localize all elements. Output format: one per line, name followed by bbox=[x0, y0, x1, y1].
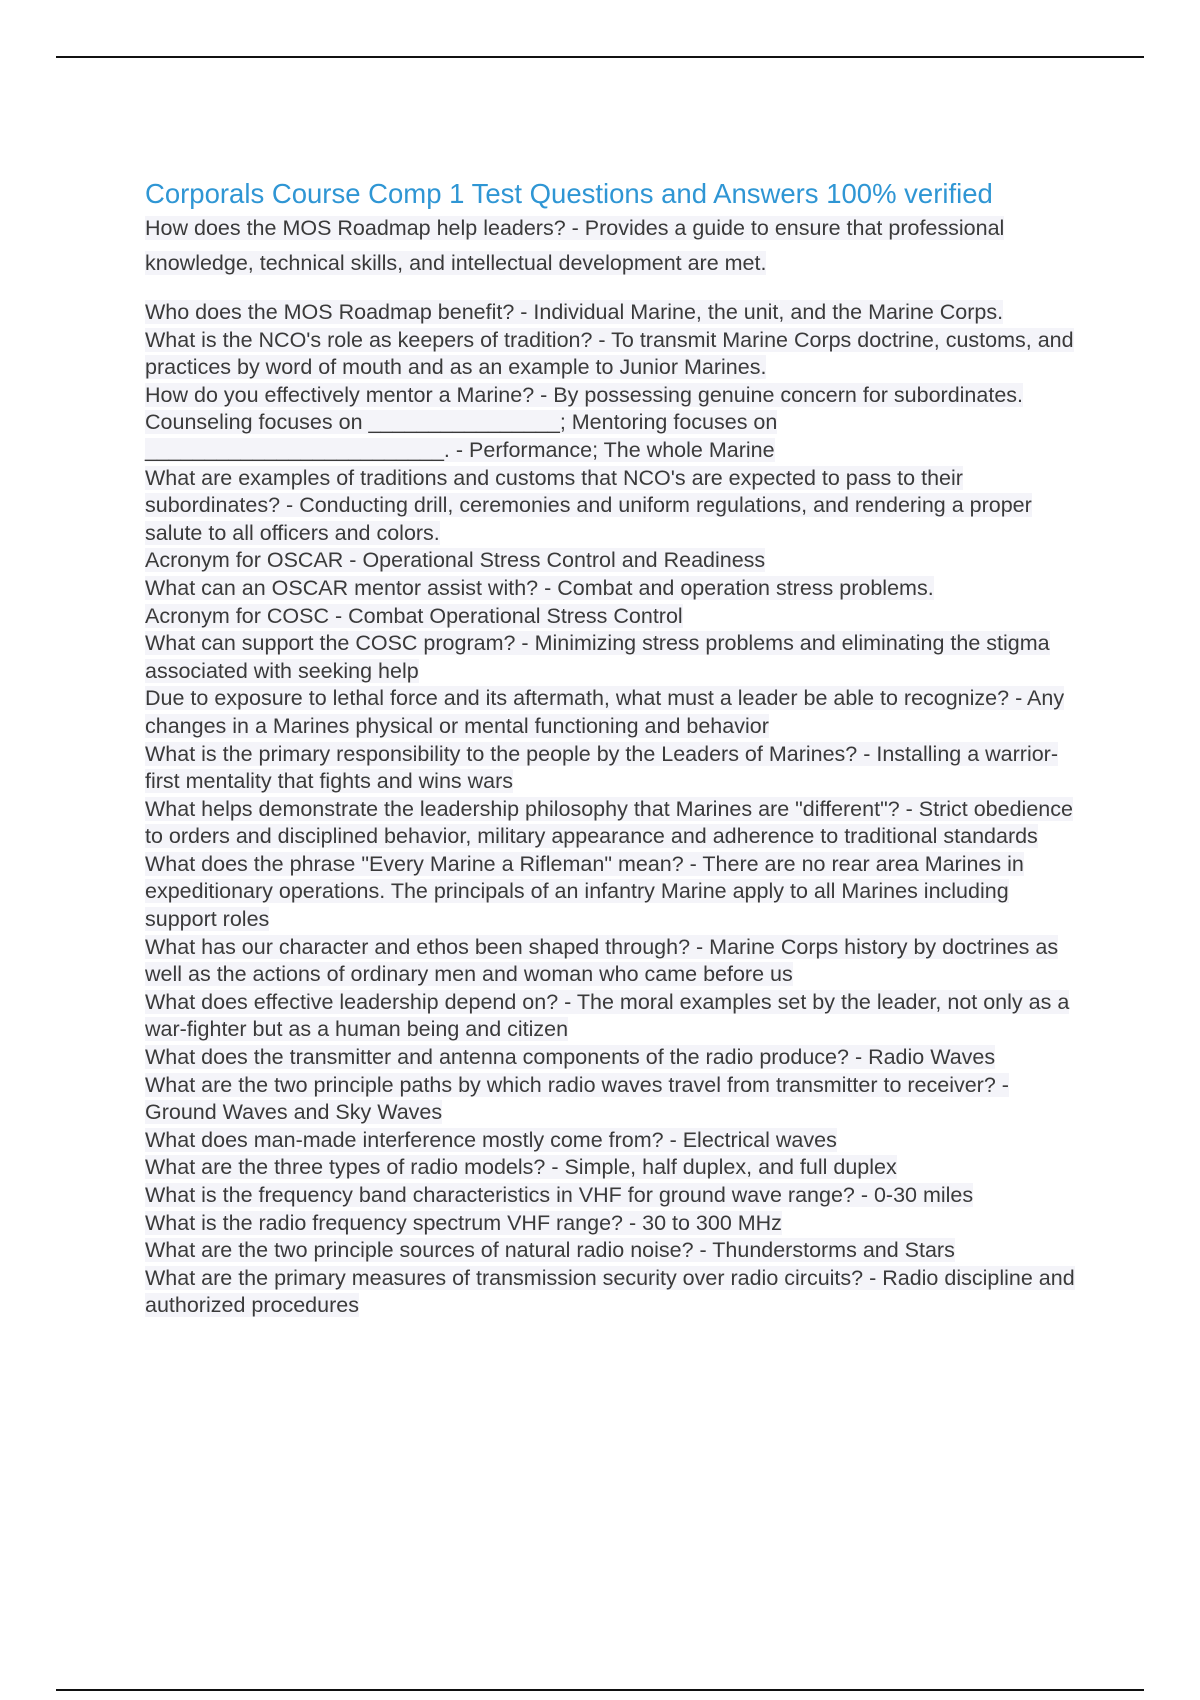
qa-text bbox=[145, 742, 1058, 794]
qa-separator: - bbox=[558, 989, 577, 1014]
qa-text bbox=[145, 1266, 1075, 1318]
qa-text bbox=[145, 797, 1073, 849]
answer: Operational Stress Control and Readiness bbox=[362, 548, 766, 573]
answer: There are no rear area Marines in expeditionary operations. The principals of an infantry Marine apply to all Marines including support roles bbox=[145, 851, 1024, 932]
answer: Combat and operation stress problems. bbox=[557, 575, 934, 600]
qa-separator: - bbox=[848, 1045, 869, 1070]
question: What has our character and ethos been shaped through? bbox=[145, 934, 691, 959]
qa-item bbox=[145, 989, 1085, 1044]
qa-separator: - bbox=[538, 575, 558, 600]
answer: Electrical waves bbox=[682, 1127, 837, 1152]
qa-text bbox=[145, 548, 765, 572]
footer-rule bbox=[56, 1689, 1144, 1691]
qa-separator: - bbox=[690, 934, 710, 959]
answer: Radio Waves bbox=[868, 1045, 996, 1070]
qa-text bbox=[145, 631, 1050, 683]
answer: Any changes in a Marines physical or mental functioning and behavior bbox=[145, 686, 1065, 738]
qa-separator: - bbox=[280, 493, 300, 518]
question: What can support the COSC program? bbox=[145, 631, 516, 656]
qa-item bbox=[145, 1237, 1085, 1265]
qa-separator: - bbox=[663, 1127, 683, 1152]
qa-text bbox=[145, 1073, 1009, 1125]
qa-text bbox=[145, 1045, 995, 1069]
qa-separator: - bbox=[623, 1210, 643, 1235]
document-title: Corporals Course Comp 1 Test Questions and Answers 100% verified bbox=[145, 178, 993, 209]
qa-item bbox=[145, 1182, 1085, 1210]
question: Who does the MOS Roadmap benefit? bbox=[145, 300, 515, 324]
question: What helps demonstrate the leadership philosophy that Marines are "different"? bbox=[145, 796, 900, 821]
qa-text bbox=[145, 686, 1064, 738]
answer: 0-30 miles bbox=[873, 1183, 974, 1207]
answer: Provides a guide to ensure that professional knowledge, technical skills, and intellectual development are met. bbox=[145, 216, 1005, 275]
question: What is the NCO's role as keepers of tradition? bbox=[145, 327, 593, 352]
answer: Performance; The whole Marine bbox=[469, 437, 775, 462]
qa-text bbox=[145, 300, 1003, 324]
qa-item bbox=[145, 1127, 1085, 1155]
qa-separator: - bbox=[534, 382, 554, 407]
qa-text bbox=[145, 604, 683, 628]
qa-separator: - bbox=[514, 300, 534, 324]
question: Due to exposure to lethal force and its aftermath, what must a leader be able to recognize? bbox=[145, 686, 1010, 711]
answer: 30 to 300 MHz bbox=[642, 1210, 782, 1235]
question: What is the primary responsibility to the people by the Leaders of Marines? bbox=[145, 741, 858, 766]
qa-text bbox=[145, 1155, 897, 1179]
qa-item bbox=[145, 934, 1085, 989]
answer: Individual Marine, the unit, and the Marine Corps. bbox=[533, 300, 1004, 324]
answer: The moral examples set by the leader, not only as a war-fighter but as a human being and citizen bbox=[145, 989, 1070, 1042]
qa-item bbox=[145, 741, 1085, 796]
qa-separator: - bbox=[592, 327, 612, 352]
answer: Marine Corps history by doctrines as well as the actions of ordinary men and woman who came before us bbox=[145, 934, 1059, 987]
qa-separator: - bbox=[995, 1072, 1009, 1097]
qa-item bbox=[145, 212, 1085, 282]
question: What does man-made interference mostly come from? bbox=[145, 1127, 664, 1152]
qa-item bbox=[145, 409, 1085, 464]
qa-item bbox=[145, 1072, 1085, 1127]
qa-text bbox=[145, 576, 934, 600]
question: What are the two principle paths by which radio waves travel from transmitter to receiver? bbox=[145, 1072, 996, 1097]
qa-list bbox=[145, 212, 1085, 1320]
answer: Radio discipline and authorized procedures bbox=[145, 1265, 1075, 1318]
answer: Combat Operational Stress Control bbox=[348, 603, 683, 628]
qa-separator: - bbox=[683, 851, 703, 876]
question: Acronym for COSC bbox=[145, 603, 329, 628]
question: How do you effectively mentor a Marine? bbox=[145, 382, 535, 407]
qa-text bbox=[145, 1211, 782, 1235]
qa-text bbox=[145, 216, 1004, 275]
document-body bbox=[145, 177, 1085, 1320]
qa-item bbox=[145, 1265, 1085, 1320]
question: What does effective leadership depend on? bbox=[145, 989, 559, 1014]
qa-separator: - bbox=[545, 1155, 565, 1180]
question: What are the primary measures of transmission security over radio circuits? bbox=[145, 1265, 864, 1290]
qa-separator: - bbox=[328, 603, 349, 628]
qa-separator: - bbox=[565, 216, 585, 240]
qa-item bbox=[145, 603, 1085, 631]
qa-text bbox=[145, 383, 1023, 407]
header-rule bbox=[56, 56, 1144, 58]
qa-item bbox=[145, 1154, 1085, 1182]
qa-text bbox=[145, 1128, 837, 1152]
question: What are examples of traditions and customs that NCO's are expected to pass to their subordinates? bbox=[145, 465, 963, 518]
qa-text bbox=[145, 852, 1024, 931]
question: What does the transmitter and antenna components of the radio produce? bbox=[145, 1045, 849, 1070]
answer: Installing a warrior-first mentality that fights and wins wars bbox=[145, 741, 1058, 794]
qa-text bbox=[145, 1238, 955, 1262]
answer: Conducting drill, ceremonies and uniform regulations, and rendering a proper salute to all officers and colors. bbox=[145, 493, 1032, 545]
question: What is the frequency band characteristics in VHF for ground wave range? bbox=[145, 1183, 855, 1207]
qa-text bbox=[145, 466, 1032, 545]
answer: Simple, half duplex, and full duplex bbox=[564, 1155, 897, 1180]
qa-text bbox=[145, 990, 1069, 1042]
answer: Thunderstorms and Stars bbox=[712, 1238, 955, 1263]
qa-separator: - bbox=[343, 548, 363, 573]
qa-separator: - bbox=[863, 1265, 883, 1290]
question: What can an OSCAR mentor assist with? bbox=[145, 575, 539, 600]
qa-item bbox=[145, 685, 1085, 740]
qa-separator: - bbox=[1009, 686, 1028, 711]
question: What does the phrase "Every Marine a Rifleman" mean? bbox=[145, 851, 684, 876]
question: What is the radio frequency spectrum VHF range? bbox=[145, 1210, 623, 1235]
question: Acronym for OSCAR bbox=[145, 548, 344, 573]
question: What are the two principle sources of natural radio noise? bbox=[145, 1238, 694, 1263]
question: How does the MOS Roadmap help leaders? bbox=[145, 216, 566, 240]
qa-item bbox=[145, 796, 1085, 851]
answer: Ground Waves and Sky Waves bbox=[145, 1100, 443, 1125]
qa-item bbox=[145, 547, 1085, 575]
answer: Minimizing stress problems and eliminating the stigma associated with seeking help bbox=[145, 631, 1050, 683]
qa-item bbox=[145, 630, 1085, 685]
qa-item bbox=[145, 1210, 1085, 1238]
qa-separator: - bbox=[857, 741, 877, 766]
qa-item bbox=[145, 575, 1085, 603]
qa-text bbox=[145, 328, 1074, 380]
qa-item bbox=[145, 299, 1085, 327]
qa-item bbox=[145, 851, 1085, 934]
answer: To transmit Marine Corps doctrine, customs, and practices by word of mouth and as an example to Junior Marines. bbox=[145, 327, 1074, 380]
question: Counseling focuses on ________________; Mentoring focuses on _________________________. bbox=[145, 410, 778, 462]
qa-item bbox=[145, 327, 1085, 382]
answer: By possessing genuine concern for subordinates. bbox=[553, 382, 1024, 407]
qa-separator: - bbox=[854, 1183, 874, 1207]
qa-separator: - bbox=[449, 437, 470, 462]
answer: Strict obedience to orders and disciplined behavior, military appearance and adherence to traditional standards bbox=[145, 796, 1073, 849]
qa-text bbox=[145, 410, 777, 462]
qa-text bbox=[145, 1183, 973, 1207]
qa-item bbox=[145, 382, 1085, 410]
qa-separator: - bbox=[515, 631, 535, 656]
qa-item bbox=[145, 1044, 1085, 1072]
qa-separator: - bbox=[693, 1238, 713, 1263]
question: What are the three types of radio models? bbox=[145, 1155, 546, 1180]
qa-separator: - bbox=[899, 796, 919, 821]
qa-text bbox=[145, 935, 1058, 987]
qa-item bbox=[145, 465, 1085, 548]
